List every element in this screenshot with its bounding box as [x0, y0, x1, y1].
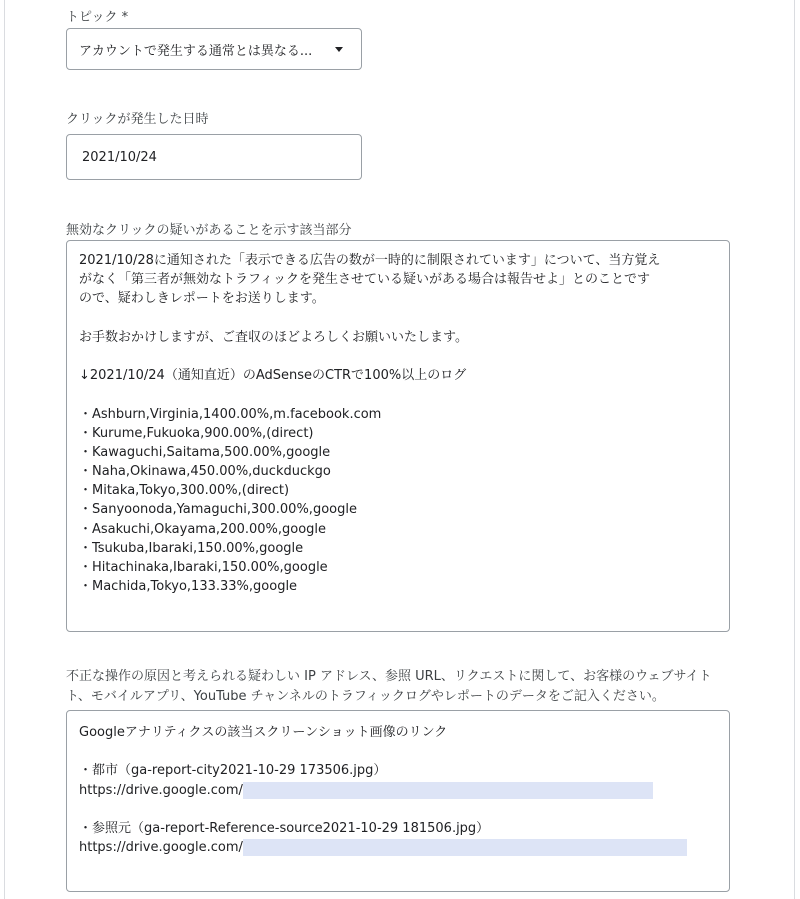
- log-entry: ・Kawaguchi,Saitama,500.00%,google: [79, 444, 331, 460]
- textarea-line: ので、疑わしきレポートをお送りします。: [79, 291, 325, 307]
- textarea-line: ↓2021/10/24（通知直近）のAdSenseのCTRで100%以上のログ: [79, 368, 467, 384]
- textarea-line: [79, 347, 717, 366]
- topic-label: トピック *: [66, 10, 129, 25]
- topic-selected-value: アカウントで発生する通常とは異なる...: [79, 43, 313, 59]
- log-entry: ・Ashburn,Virginia,1400.00%,m.facebook.com: [79, 406, 382, 422]
- textarea-line: [79, 309, 717, 328]
- redacted-block: [243, 839, 687, 856]
- click-date-label: クリックが発生した日時: [66, 112, 209, 127]
- invalid-click-label: 無効なクリックの疑いがあることを示す該当部分: [66, 223, 352, 238]
- invalid-click-textarea[interactable]: [66, 240, 730, 632]
- log-entry: ・Hitachinaka,Ibaraki,150.00%,google: [79, 560, 328, 575]
- traffic-log-label-line1: 不正な操作の原因と考えられる疑わしい IP アドレス、参照 URL、リクエストに関して、お客様のウェブサイト: [66, 669, 712, 684]
- traffic-log-textarea[interactable]: [66, 710, 730, 892]
- click-date-value: 2021/10/24: [82, 149, 157, 165]
- dropdown-arrow-icon: [335, 47, 343, 52]
- link-item-title: ・都市（ga-report-city2021-10-29 173506.jpg）: [79, 763, 387, 779]
- textarea-line: お手数おかけしますが、ご査収のほどよろしくお願いいたします。: [79, 329, 468, 345]
- link-item-url-row: [79, 838, 717, 857]
- link-url: https://drive.google.com/: [79, 782, 243, 798]
- log-entry: ・Naha,Okinawa,450.00%,duckduckgo: [79, 464, 331, 480]
- traffic-log-label: [66, 667, 712, 707]
- textarea-line: [79, 385, 717, 404]
- textarea-line: 2021/10/28に通知された「表示できる広告の数が一時的に制限されています」について、当方覚え: [79, 253, 661, 268]
- log-entry: ・Kurume,Fukuoka,900.00%,(direct): [79, 425, 314, 441]
- log-entry: ・Asakuchi,Okayama,200.00%,google: [79, 521, 327, 537]
- topic-select[interactable]: [66, 28, 362, 70]
- redacted-block: [243, 782, 653, 799]
- textarea-heading: Googleアナリティクスの該当スクリーンショット画像のリンク: [79, 725, 448, 740]
- link-url: https://drive.google.com/: [79, 840, 243, 856]
- link-item-url-row: [79, 781, 717, 800]
- click-date-field[interactable]: [66, 134, 362, 180]
- log-entry: ・Tsukuba,Ibaraki,150.00%,google: [79, 540, 304, 556]
- log-entry: ・Sanyoonoda,Yamaguchi,300.00%,google: [79, 502, 357, 518]
- traffic-log-label-line2: ト、モバイルアプリ、YouTube チャンネルのトラフィックログやレポートのデータをご記入ください。: [66, 689, 665, 704]
- log-entry: ・Mitaka,Tokyo,300.00%,(direct): [79, 483, 290, 499]
- textarea-line: がなく「第三者が無効なトラフィックを発生させている疑いがある場合は報告せよ」とのことです: [79, 272, 650, 288]
- log-entry: ・Machida,Tokyo,133.33%,google: [79, 579, 298, 595]
- link-item-title: ・参照元（ga-report-Reference-source2021-10-29 181506.jpg）: [79, 820, 490, 836]
